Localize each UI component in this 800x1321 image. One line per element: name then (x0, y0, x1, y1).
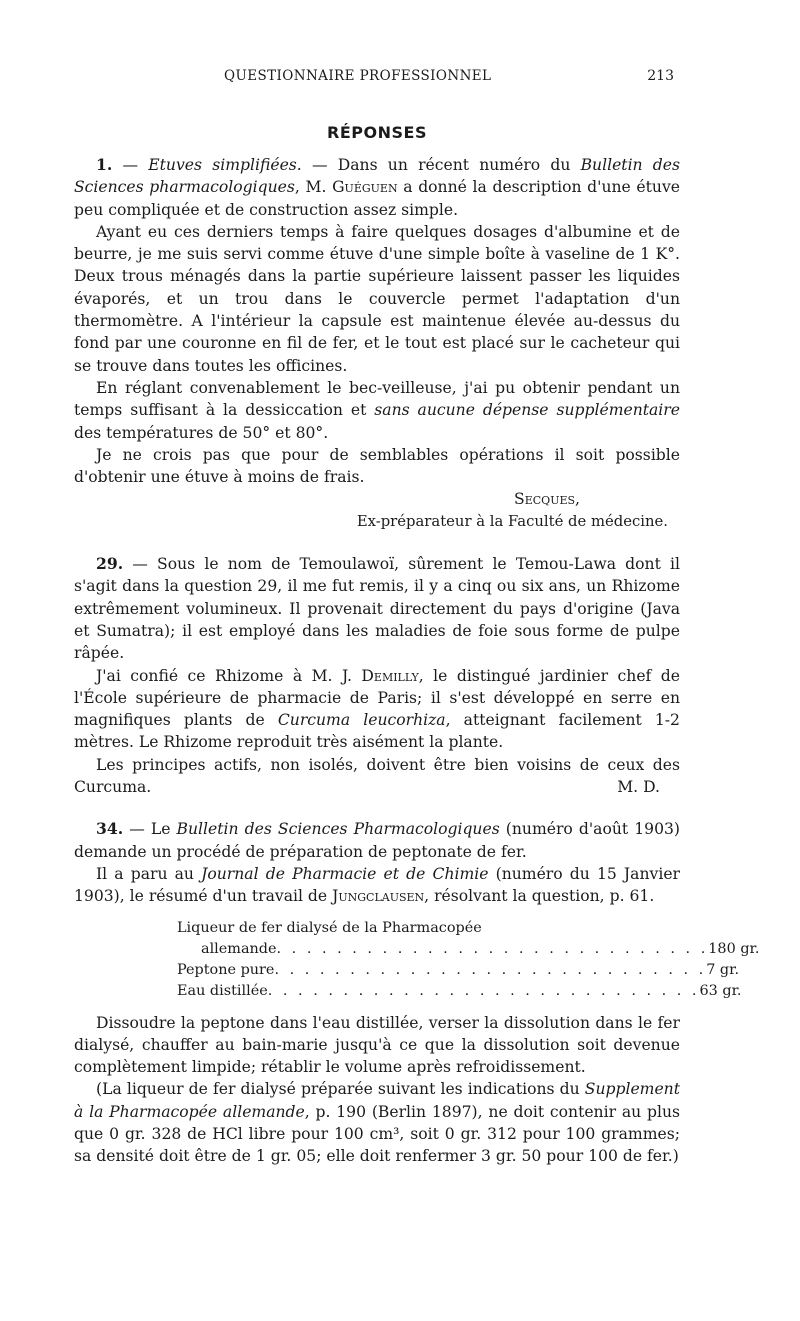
answer-number: 34. (96, 819, 124, 839)
text-run: J'ai confié ce Rhizome à M. J. (96, 666, 362, 685)
journal-title: Bulletin des Sciences Pharmacologiques (176, 820, 500, 839)
answer-34-paragraph-4 (74, 1078, 680, 1167)
author-name: Guéguen (332, 178, 398, 197)
species-name: Curcuma leucorhiza (277, 711, 446, 730)
signature-title: Ex-préparateur à la Faculté de médecine. (356, 512, 668, 530)
text-run: — Dans un récent numéro du (301, 156, 581, 174)
leader-dots: . . . . . . . . . . . . . . . . . . . . . . . . . . . . . (276, 940, 709, 957)
answer-1-paragraph-4: Je ne crois pas que pour de semblables opérations il soit possible d'obtenir une étuve à moins de frais. (74, 445, 680, 487)
text-run: (La liqueur de fer dialysé préparée suivant les indications du (96, 1080, 585, 1099)
book-title: Supplement à la Pharmacopée allemande (74, 1080, 680, 1121)
recipe-line: Liqueur de fer dialysé de la Pharmacopée (177, 919, 482, 936)
page-body (74, 154, 760, 1168)
ingredient-quantity: 180 gr. (708, 940, 760, 957)
dash: — (112, 156, 149, 174)
answer-number: 29. (96, 554, 124, 574)
text-run: Les principes actifs, non isolés, doivent être bien voisins de ceux des Curcuma. (74, 755, 680, 797)
answer-1-paragraph-1 (74, 154, 680, 221)
ingredient-label: allemande (201, 940, 277, 957)
recipe-row (177, 939, 760, 960)
running-title: QUESTIONNAIRE PROFESSIONNEL (224, 68, 492, 84)
page-number: 213 (647, 68, 674, 84)
text-run: des températures de 50° et 80°. (74, 423, 329, 442)
answer-number: 1. (96, 155, 113, 174)
section-gap (74, 533, 680, 553)
text-run: En réglant convenablement le bec-veilleuse, j'ai pu obtenir pendant un temps suffisant à la dessiccation et (74, 378, 680, 420)
italic-phrase: sans aucune dépense supplémentaire (374, 401, 680, 420)
answer-34-paragraph-1 (74, 818, 680, 863)
text-run: (numéro du 15 Janvier 1903), le résumé d'un travail de (74, 864, 681, 906)
answer-1-heading: Etuves simplifiées. (148, 156, 302, 174)
ingredient-quantity: 7 gr. (706, 961, 740, 978)
answer-29-paragraph-3 (74, 754, 680, 799)
text-run: — Le (123, 820, 177, 839)
ingredient-label: Peptone pure (177, 961, 275, 978)
ingredient-label: Eau distillée (177, 982, 268, 999)
person-name: Demilly (361, 666, 419, 685)
answer-34-paragraph-3: Dissoudre la peptone dans l'eau distillée, verser la dissolution dans le fer dialysé, chauffer au bain-marie jusqu'à ce que la dissolution soit devenue complètement limpide; rétablir le volume après refroidissement. (74, 1013, 680, 1077)
text-run: , M. (294, 178, 333, 197)
recipe-row (177, 960, 740, 981)
recipe-row (177, 981, 742, 1002)
text-run: , le distingué jardinier chef de l'École supérieure de pharmacie de Paris; il s'est développé en serre en magnifiques plants de (74, 666, 680, 730)
text-run: , résolvant la question, p. 61. (424, 887, 655, 906)
leader-dots: . . . . . . . . . . . . . . . . . . . . . . . . . . . . . (267, 982, 700, 999)
journal-title: Journal de Pharmacie et de Chimie (201, 864, 489, 883)
answer-29-paragraph-1 (74, 553, 680, 664)
text-run: (numéro d'août 1903) demande un procédé de préparation de peptonate de fer. (74, 820, 680, 861)
author-name: Jungclausen (332, 887, 425, 906)
signature-name: Secques, (514, 490, 580, 509)
text-run: a donné la description d'une étuve peu compliquée et de construction assez simple. (74, 178, 680, 219)
journal-title: Bulletin des Sciences pharmacologiques (74, 156, 681, 197)
text-run: — Sous le nom de Temoulawoï, sûrement le Temou-Lawa dont il s'agit dans la question 29, il me fut remis, il y a cinq ou six ans, un Rhizome extrêmement volumineux. Il provenait directement du pays d'origine (Java et Sumatra); il est employé dans les maladies de foie sous forme de pulpe râpée. (74, 555, 680, 663)
answer-34-paragraph-2 (74, 863, 680, 908)
text-run: , p. 190 (Berlin 1897), ne doit contenir au plus que 0 gr. 328 de HCl libre pour 100 cm³, soit 0 gr. 312 pour 100 grammes; sa densité doit être de 1 gr. 05; elle doit renfermer 3 gr. 50 pour 100 de fer.) (74, 1102, 681, 1166)
answer-29-paragraph-2 (74, 665, 680, 754)
answer-1-paragraph-2: Ayant eu ces derniers temps à faire quelques dosages d'albumine et de beurre, je me suis servi comme étuve d'une simple boîte à vaseline de 1 K°. Deux trous ménagés dans la partie supérieure laissent passer les liquides évaporés, et un trou dans le couvercle permet l'adaptation d'un thermomètre. A l'intérieur la capsule est maintenue élevée au-dessus du fond par une couronne en fil de fer, et le tout est placé sur le cacheteur qui se trouve dans toutes les officines. (74, 222, 680, 375)
section-title: RÉPONSES (327, 123, 427, 142)
initials-signature: M. D. (617, 778, 660, 797)
leader-dots: . . . . . . . . . . . . . . . . . . . . . . . . . . . . . (274, 961, 707, 978)
running-head (74, 65, 680, 87)
text-run: Il a paru au (96, 864, 202, 883)
ingredient-quantity: 63 gr. (699, 982, 742, 999)
section-gap (74, 798, 680, 818)
text-run: , atteignant facilement 1-2 mètres. Le Rhizome reproduit très aisément la plante. (74, 711, 680, 752)
answer-1-paragraph-3 (74, 377, 680, 444)
recipe-table (177, 918, 760, 1002)
